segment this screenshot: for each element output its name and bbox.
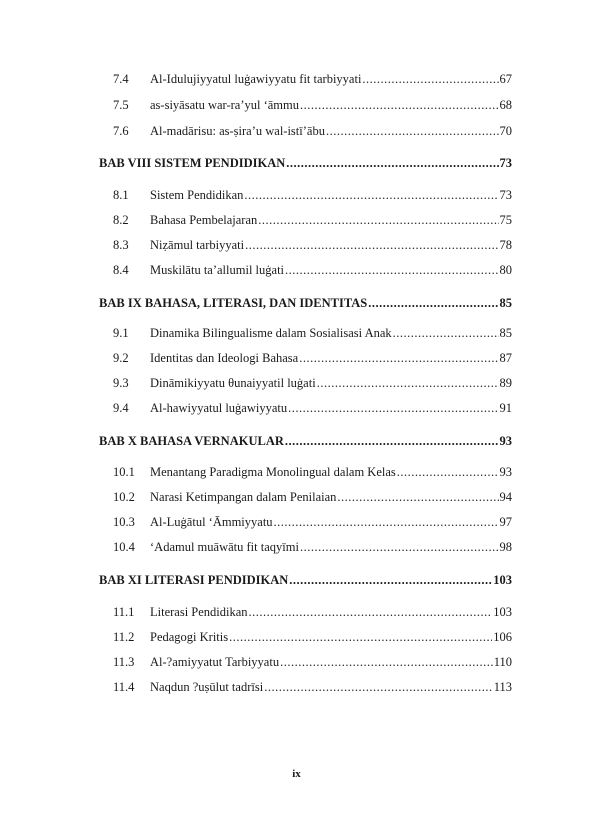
- toc-section-title: Al-Idulujiyyatul luġawiyyatu fit tarbiyyati: [150, 72, 362, 86]
- toc-section-entry: [113, 325, 512, 341]
- toc-page-number: 91: [499, 401, 512, 415]
- toc-dot-leader: [289, 572, 492, 588]
- toc-section-entry: [113, 400, 512, 416]
- toc-section-number: 7.6: [113, 124, 129, 138]
- toc-page-number: 67: [499, 72, 512, 86]
- toc-page-number: 68: [499, 98, 512, 112]
- toc-page-number: 73: [499, 156, 512, 170]
- toc-section-entry: [113, 375, 512, 391]
- toc-section-entry: [113, 71, 512, 87]
- toc-section-entry: [113, 654, 512, 670]
- toc-dot-leader: [249, 604, 493, 620]
- toc-page-number: 106: [493, 630, 512, 644]
- toc-section-number: 8.4: [113, 263, 129, 277]
- toc-page-number: 85: [499, 326, 512, 340]
- toc-page-number: 113: [493, 680, 512, 694]
- toc-section-title: Al-hawiyyatul luġawiyyatu: [150, 401, 288, 415]
- toc-section-title: Muskilātu ta’allumil luġati: [150, 263, 285, 277]
- toc-section-title: Pedagogi Kritis: [150, 630, 229, 644]
- toc-chapter-title: BAB IX BAHASA, LITERASI, DAN IDENTITAS: [99, 296, 368, 310]
- toc-dot-leader: [258, 212, 498, 228]
- toc-section-entry: [113, 262, 512, 278]
- toc-section-title: Al-Luġātul ‘Āmmiyyatu: [150, 515, 273, 529]
- toc-section-number: 8.2: [113, 213, 129, 227]
- toc-dot-leader: [337, 489, 498, 505]
- toc-section-entry: [113, 539, 512, 555]
- toc-dot-leader: [285, 262, 498, 278]
- toc-chapter-entry: [99, 572, 512, 588]
- toc-section-entry: [113, 489, 512, 505]
- toc-dot-leader: [245, 237, 498, 253]
- toc-section-title: Menantang Paradigma Monolingual dalam Kelas: [150, 465, 396, 479]
- toc-section-entry: [113, 679, 512, 695]
- toc-section-title: Bahasa Pembelajaran: [150, 213, 258, 227]
- toc-dot-leader: [326, 123, 499, 139]
- toc-section-number: 11.3: [113, 655, 135, 669]
- toc-page-number: 97: [499, 515, 512, 529]
- toc-page-number: 75: [499, 213, 512, 227]
- toc-section-entry: [113, 237, 512, 253]
- toc-dot-leader: [288, 400, 498, 416]
- toc-section-number: 11.4: [113, 680, 135, 694]
- toc-dot-leader: [286, 155, 498, 171]
- toc-section-entry: [113, 514, 512, 530]
- toc-page-number: 89: [499, 376, 512, 390]
- toc-section-title: Niẓāmul tarbiyyati: [150, 238, 245, 252]
- toc-page-number: 73: [499, 188, 512, 202]
- toc-section-number: 8.3: [113, 238, 129, 252]
- toc-dot-leader: [229, 629, 492, 645]
- toc-dot-leader: [280, 654, 493, 670]
- toc-dot-leader: [285, 433, 499, 449]
- toc-page-number: 98: [499, 540, 512, 554]
- toc-page-number: 78: [499, 238, 512, 252]
- toc-section-entry: [113, 97, 512, 113]
- toc-section-number: 9.4: [113, 401, 129, 415]
- toc-dot-leader: [244, 187, 498, 203]
- toc-section-title: Narasi Ketimpangan dalam Penilaian: [150, 490, 337, 504]
- toc-section-entry: [113, 123, 512, 139]
- toc-section-title: Literasi Pendidikan: [150, 605, 248, 619]
- toc-page-number: 70: [499, 124, 512, 138]
- toc-section-title: Al-?amiyyatut Tarbiyyatu: [150, 655, 280, 669]
- toc-dot-leader: [300, 539, 499, 555]
- toc-section-title: Sistem Pendidikan: [150, 188, 244, 202]
- toc-chapter-entry: [99, 433, 512, 449]
- toc-page-number: 85: [499, 296, 512, 310]
- toc-section-entry: [113, 464, 512, 480]
- toc-section-number: 9.3: [113, 376, 129, 390]
- toc-dot-leader: [368, 295, 498, 311]
- toc-section-number: 10.3: [113, 515, 135, 529]
- page-number: ix: [292, 768, 301, 780]
- toc-section-title: as-siyāsatu war-ra’yul ‘āmmu: [150, 98, 299, 112]
- toc-dot-leader: [317, 375, 499, 391]
- toc-section-entry: [113, 187, 512, 203]
- toc-section-number: 10.4: [113, 540, 135, 554]
- toc-section-number: 7.4: [113, 72, 129, 86]
- toc-dot-leader: [274, 514, 499, 530]
- toc-section-title: Dināmikiyyatu θunaiyyatil luġati: [150, 376, 316, 390]
- toc-section-entry: [113, 629, 512, 645]
- toc-page-number: 103: [493, 605, 512, 619]
- toc-section-title: Identitas dan Ideologi Bahasa: [150, 351, 299, 365]
- toc-section-number: 10.1: [113, 465, 135, 479]
- toc-page-number: 93: [499, 465, 512, 479]
- toc-page-number: 94: [499, 490, 512, 504]
- toc-section-number: 7.5: [113, 98, 129, 112]
- toc-section-number: 11.1: [113, 605, 135, 619]
- toc-section-title: Dinamika Bilingualisme dalam Sosialisasi Anak: [150, 326, 392, 340]
- toc-section-number: 10.2: [113, 490, 135, 504]
- toc-section-entry: [113, 350, 512, 366]
- toc-page-number: 87: [499, 351, 512, 365]
- toc-section-entry: [113, 212, 512, 228]
- toc-dot-leader: [300, 97, 499, 113]
- toc-section-entry: [113, 604, 512, 620]
- toc-section-title: Al-madārisu: as-ṣira’u wal-istī’ābu: [150, 124, 325, 138]
- toc-page-number: 80: [499, 263, 512, 277]
- toc-section-title: Naqdun ?uṣūlut tadrīsi: [150, 680, 264, 694]
- toc-section-number: 9.2: [113, 351, 129, 365]
- toc-section-number: 11.2: [113, 630, 135, 644]
- toc-page-number: 110: [493, 655, 512, 669]
- toc-page-number: 93: [499, 434, 512, 448]
- toc-page-number: 103: [493, 573, 512, 587]
- toc-dot-leader: [397, 464, 499, 480]
- toc-section-title: ‘Adamul muāwātu fit taqyīmi: [150, 540, 299, 554]
- toc-chapter-title: BAB X BAHASA VERNAKULAR: [99, 434, 284, 448]
- toc-chapter-entry: [99, 295, 512, 311]
- toc-chapter-title: BAB XI LITERASI PENDIDIKAN: [99, 573, 289, 587]
- toc-dot-leader: [264, 679, 493, 695]
- toc-dot-leader: [362, 71, 498, 87]
- toc-section-number: 9.1: [113, 326, 129, 340]
- toc-section-number: 8.1: [113, 188, 129, 202]
- toc-dot-leader: [299, 350, 498, 366]
- toc-dot-leader: [393, 325, 499, 341]
- toc-chapter-entry: [99, 155, 512, 171]
- toc-chapter-title: BAB VIII SISTEM PENDIDIKAN: [99, 156, 286, 170]
